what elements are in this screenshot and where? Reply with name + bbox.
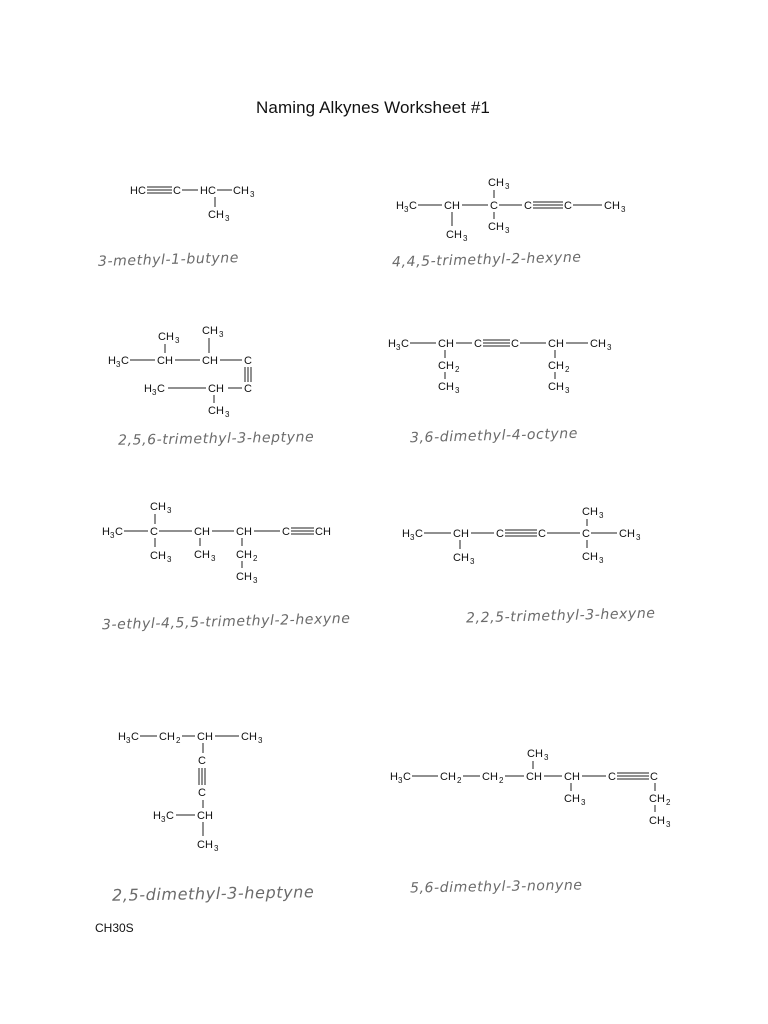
svg-text:CH: CH bbox=[548, 381, 564, 393]
svg-text:CH: CH bbox=[194, 549, 210, 561]
svg-text:CH: CH bbox=[208, 209, 224, 221]
svg-text:3: 3 bbox=[599, 511, 604, 520]
svg-text:3: 3 bbox=[214, 844, 219, 853]
svg-text:CH: CH bbox=[150, 501, 166, 513]
svg-text:3: 3 bbox=[636, 533, 641, 542]
svg-text:C: C bbox=[650, 771, 658, 783]
svg-text:CH: CH bbox=[157, 355, 173, 367]
svg-text:3: 3 bbox=[505, 182, 510, 191]
svg-text:H: H bbox=[153, 810, 161, 822]
svg-text:C: C bbox=[409, 200, 417, 212]
svg-text:CH: CH bbox=[202, 325, 218, 337]
svg-text:CH: CH bbox=[440, 771, 456, 783]
course-code: CH30S bbox=[95, 921, 134, 935]
svg-text:C: C bbox=[115, 526, 123, 538]
svg-text:C: C bbox=[150, 526, 158, 538]
svg-text:HC: HC bbox=[130, 185, 146, 197]
svg-text:H: H bbox=[108, 355, 116, 367]
svg-text:C: C bbox=[496, 528, 504, 540]
svg-text:3: 3 bbox=[167, 555, 172, 564]
svg-text:C: C bbox=[282, 526, 290, 538]
svg-text:C: C bbox=[474, 338, 482, 350]
svg-text:2: 2 bbox=[565, 365, 570, 374]
svg-text:CH: CH bbox=[582, 551, 598, 563]
svg-text:3: 3 bbox=[253, 576, 258, 585]
svg-text:H: H bbox=[144, 383, 152, 395]
svg-text:CH: CH bbox=[488, 177, 504, 189]
svg-text:3: 3 bbox=[211, 554, 216, 563]
svg-text:CH: CH bbox=[438, 360, 454, 372]
svg-text:2: 2 bbox=[455, 365, 460, 374]
svg-text:CH: CH bbox=[649, 793, 665, 805]
svg-text:CH: CH bbox=[548, 338, 564, 350]
answer-8: 5,6-dimethyl-3-nonyne bbox=[409, 877, 583, 897]
svg-text:CH: CH bbox=[233, 185, 249, 197]
svg-text:3: 3 bbox=[250, 190, 255, 199]
svg-text:C: C bbox=[403, 771, 411, 783]
svg-text:CH: CH bbox=[197, 839, 213, 851]
svg-text:3: 3 bbox=[470, 557, 475, 566]
svg-text:C: C bbox=[198, 787, 206, 799]
svg-text:C: C bbox=[415, 528, 423, 540]
answer-1: 3-methyl-1-butyne bbox=[97, 250, 240, 270]
answer-5: 3-ethyl-4,5,5-trimethyl-2-hexyne bbox=[101, 610, 351, 634]
svg-text:C: C bbox=[538, 528, 546, 540]
svg-text:CH: CH bbox=[564, 771, 580, 783]
svg-text:C: C bbox=[490, 200, 498, 212]
svg-text:C: C bbox=[524, 200, 532, 212]
svg-text:H: H bbox=[388, 338, 396, 350]
svg-text:3: 3 bbox=[621, 205, 626, 214]
svg-text:3: 3 bbox=[152, 388, 157, 397]
svg-text:CH: CH bbox=[590, 338, 606, 350]
svg-text:3: 3 bbox=[455, 386, 460, 395]
svg-text:CH: CH bbox=[208, 383, 224, 395]
svg-text:3: 3 bbox=[219, 330, 224, 339]
svg-text:C: C bbox=[166, 810, 174, 822]
svg-text:CH: CH bbox=[158, 331, 174, 343]
structure-4 bbox=[388, 338, 612, 395]
svg-text:2: 2 bbox=[253, 554, 258, 563]
svg-text:3: 3 bbox=[225, 214, 230, 223]
svg-text:CH: CH bbox=[197, 731, 213, 743]
svg-text:C: C bbox=[157, 383, 165, 395]
svg-text:CH: CH bbox=[236, 571, 252, 583]
svg-text:3: 3 bbox=[175, 336, 180, 345]
svg-text:CH: CH bbox=[526, 771, 542, 783]
svg-text:CH: CH bbox=[444, 200, 460, 212]
svg-text:CH: CH bbox=[159, 731, 175, 743]
svg-text:3: 3 bbox=[161, 815, 166, 824]
svg-text:C: C bbox=[198, 755, 206, 767]
svg-text:2: 2 bbox=[457, 776, 462, 785]
svg-text:3: 3 bbox=[581, 798, 586, 807]
svg-text:H: H bbox=[390, 771, 398, 783]
svg-text:CH: CH bbox=[446, 229, 462, 241]
svg-text:3: 3 bbox=[463, 234, 468, 243]
svg-text:CH: CH bbox=[197, 810, 213, 822]
svg-text:3: 3 bbox=[258, 736, 263, 745]
svg-text:3: 3 bbox=[505, 226, 510, 235]
answer-6: 2,2,5-trimethyl-3-hexyne bbox=[465, 605, 656, 627]
svg-text:3: 3 bbox=[126, 736, 131, 745]
svg-text:CH: CH bbox=[438, 381, 454, 393]
svg-text:HC: HC bbox=[200, 185, 216, 197]
svg-text:3: 3 bbox=[607, 343, 612, 352]
svg-text:CH: CH bbox=[548, 360, 564, 372]
answer-7: 2,5-dimethyl-3-heptyne bbox=[111, 882, 315, 905]
svg-text:C: C bbox=[244, 355, 252, 367]
svg-text:3: 3 bbox=[398, 776, 403, 785]
structure-2 bbox=[396, 177, 626, 243]
svg-text:CH: CH bbox=[488, 221, 504, 233]
svg-text:C: C bbox=[401, 338, 409, 350]
svg-text:3: 3 bbox=[599, 556, 604, 565]
answer-4: 3,6-dimethyl-4-octyne bbox=[409, 425, 579, 447]
svg-text:H: H bbox=[402, 528, 410, 540]
svg-text:CH: CH bbox=[582, 506, 598, 518]
svg-text:CH: CH bbox=[236, 549, 252, 561]
svg-text:H: H bbox=[118, 731, 126, 743]
svg-text:C: C bbox=[131, 731, 139, 743]
svg-text:3: 3 bbox=[666, 820, 671, 829]
svg-text:3: 3 bbox=[116, 360, 121, 369]
svg-text:CH: CH bbox=[150, 550, 166, 562]
svg-text:2: 2 bbox=[176, 736, 181, 745]
svg-text:CH: CH bbox=[236, 526, 252, 538]
svg-text:CH: CH bbox=[241, 731, 257, 743]
svg-text:CH: CH bbox=[208, 405, 224, 417]
svg-text:CH: CH bbox=[315, 526, 331, 538]
svg-text:CH: CH bbox=[453, 528, 469, 540]
svg-text:3: 3 bbox=[544, 753, 549, 762]
svg-text:CH: CH bbox=[453, 552, 469, 564]
svg-text:CH: CH bbox=[649, 815, 665, 827]
svg-text:C: C bbox=[121, 355, 129, 367]
svg-text:3: 3 bbox=[565, 386, 570, 395]
svg-text:C: C bbox=[511, 338, 519, 350]
svg-text:3: 3 bbox=[167, 506, 172, 515]
svg-text:CH: CH bbox=[564, 793, 580, 805]
svg-text:CH: CH bbox=[527, 748, 543, 760]
svg-text:C: C bbox=[564, 200, 572, 212]
svg-text:CH: CH bbox=[202, 355, 218, 367]
structure-3 bbox=[108, 325, 252, 419]
structure-6 bbox=[402, 506, 641, 566]
svg-text:2: 2 bbox=[499, 776, 504, 785]
svg-text:CH: CH bbox=[194, 526, 210, 538]
svg-text:2: 2 bbox=[666, 798, 671, 807]
answer-2: 4,4,5-trimethyl-2-hexyne bbox=[391, 249, 582, 271]
svg-text:H: H bbox=[102, 526, 110, 538]
svg-text:CH: CH bbox=[482, 771, 498, 783]
svg-text:3: 3 bbox=[404, 205, 409, 214]
svg-text:CH: CH bbox=[438, 338, 454, 350]
svg-text:3: 3 bbox=[410, 533, 415, 542]
svg-text:C: C bbox=[608, 771, 616, 783]
svg-text:3: 3 bbox=[225, 410, 230, 419]
structure-7 bbox=[118, 731, 263, 853]
svg-text:CH: CH bbox=[604, 200, 620, 212]
svg-text:C: C bbox=[582, 528, 590, 540]
svg-text:3: 3 bbox=[396, 343, 401, 352]
structure-8 bbox=[390, 748, 671, 829]
structure-5 bbox=[102, 501, 331, 585]
svg-text:C: C bbox=[173, 185, 181, 197]
svg-text:CH: CH bbox=[619, 528, 635, 540]
worksheet-title: Naming Alkynes Worksheet #1 bbox=[256, 98, 490, 117]
svg-text:C: C bbox=[244, 383, 252, 395]
structure-1 bbox=[130, 185, 255, 223]
svg-text:H: H bbox=[396, 200, 404, 212]
svg-text:3: 3 bbox=[110, 531, 115, 540]
answer-3: 2,5,6-trimethyl-3-heptyne bbox=[117, 429, 315, 449]
